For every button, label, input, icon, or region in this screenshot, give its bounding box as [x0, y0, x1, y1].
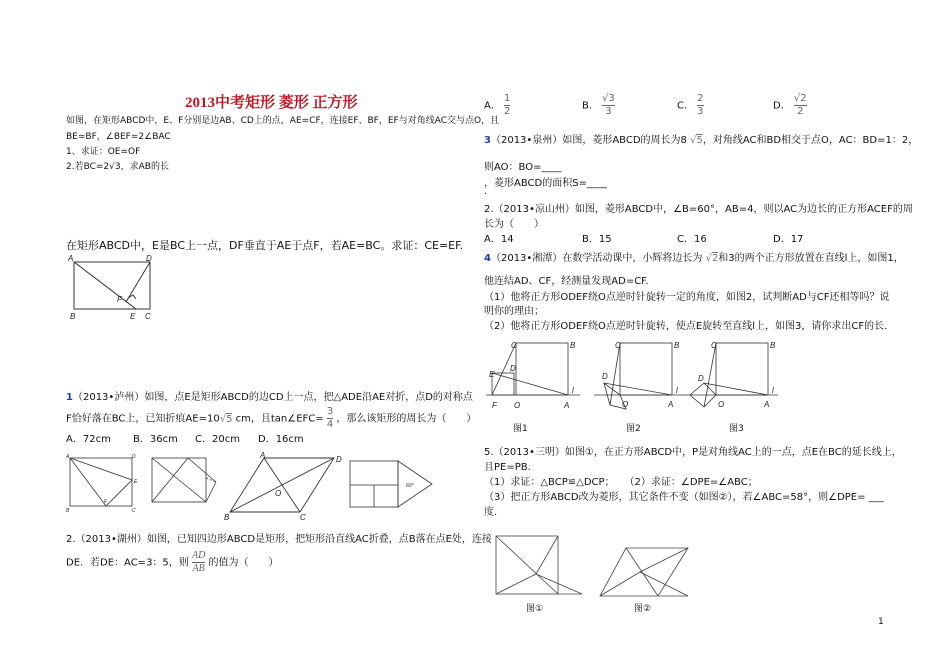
q1-fig2 [148, 452, 220, 512]
top-option-c-frac [697, 93, 703, 118]
top-option-a-den: 2 [504, 106, 511, 117]
fig1-label-c: C [511, 341, 517, 350]
q3-line1b: ，对角线AC和BD相交于点O，AC：BD=1：2， [702, 135, 919, 146]
fig1-label-e: E [489, 370, 495, 379]
q1-option-b: B．36cm [133, 434, 178, 445]
rect-figure [66, 252, 161, 322]
q1-fig4 [346, 455, 436, 513]
q1-fig3-parallelogram [224, 452, 342, 520]
top-option-b-frac [602, 93, 615, 118]
q4-figure-2 [592, 337, 688, 429]
q5-line2: 且PE=PB. [484, 462, 531, 473]
q5-figure-2 [596, 540, 696, 602]
q3-dot: . [484, 186, 488, 197]
top-option-c-letter: C． [677, 100, 694, 112]
f3-label-c: C [300, 513, 306, 522]
f1-label-e: E [134, 479, 138, 485]
f1-label-c: C [132, 508, 136, 514]
q5-fig1-caption: 图① [526, 604, 544, 614]
q-ls-line2: 长为（ ） [484, 219, 544, 230]
f1-label-b: B [66, 508, 70, 514]
sqrt-symbol: √ [705, 253, 712, 264]
fig2-label-d: D [602, 372, 608, 381]
fig2-label-a: A [668, 400, 674, 409]
top-option-b [582, 93, 615, 118]
f1-label-d: D [132, 454, 136, 460]
q1-line1 [66, 388, 473, 403]
q5-line1: 5.（2013•三明）如图①，在正方形ABCD中，P是对角线AC上的一点，点E在BC的延长线上， [484, 447, 902, 458]
fig3-label-c: C [711, 341, 717, 350]
q1-frac-num: 3 [326, 406, 334, 417]
fig2-label-c: C [615, 341, 621, 350]
q-ls-option-a: A．14 [484, 234, 514, 245]
q4-line3: （1）他将正方形ODEF绕O点逆时针旋转一定的角度，如图2，试判断AD与CF还相等吗？说 [484, 292, 890, 303]
q1-option-a: A．72cm [66, 434, 111, 445]
q-ls-option-b: B．15 [582, 234, 612, 245]
q1-option-c: C．20cm [195, 434, 240, 445]
f1-label-a: A [66, 454, 70, 460]
label-d: D [146, 254, 152, 263]
q1-option-d: D．16cm [258, 434, 304, 445]
top-option-c-den: 3 [697, 106, 704, 117]
fig3-label-b: B [770, 341, 776, 350]
fig1-caption: 图1 [513, 424, 528, 434]
q1-sqrt-value: 5 [226, 413, 233, 425]
q4-line2: 他连结AD、CF，经测量发现AD=CF. [484, 276, 649, 287]
q4-figure-1 [484, 337, 584, 429]
q5-figure-1 [490, 530, 590, 602]
q5-line4: （3）把正方形ABCD改为菱形，其它条件不变（如图②），若∠ABC=58°，则∠DPE= ___ [484, 492, 884, 503]
f1-label-f: F [104, 499, 108, 505]
fig2-label-b: B [674, 341, 680, 350]
sqrt-symbol: √ [219, 413, 227, 425]
top-option-a [484, 93, 510, 118]
fig2-label-o: O [622, 400, 629, 409]
q1-frac-den: 4 [326, 419, 334, 430]
top-option-b-den: 3 [602, 105, 615, 118]
fig3-label-d: D [698, 374, 704, 383]
q1-line1-text: （2013•泸州）如图，点E是矩形ABCD的边CD上一点，把△ADE沿AE对折，点D的对称点 [72, 392, 473, 403]
page-number: 1 [878, 617, 884, 627]
q2-line2b: 的值为（ ） [208, 557, 279, 569]
fig3-caption: 图3 [729, 424, 744, 434]
f4-angle-label: 60° [406, 483, 414, 489]
fig1-label-a: A [564, 401, 570, 410]
intro-line2: BE=BF，∠BEF=2∠BAC [66, 132, 171, 142]
q-ls-line1: 2.（2013•凉山州）如图，菱形ABCD中，∠B=60°，AB=4，则以AC为边长的正方形ACEF的周 [484, 204, 913, 215]
f3-label-d: D [336, 455, 342, 464]
label-f: F [117, 295, 122, 304]
label-c: C [145, 312, 151, 321]
q1-number: 1 [66, 392, 73, 403]
q4-line1a: （2013•湘潭）在数学活动课中，小辉将边长为 [490, 253, 703, 264]
q3-number: 3 [484, 135, 491, 146]
q1-line2c: ，那么该矩形的周长为（ ） [336, 413, 477, 425]
f3-label-a: A [260, 451, 266, 460]
fig1-label-f: F [492, 401, 497, 410]
q-ls-option-c: C．16 [677, 234, 707, 245]
label-a: A [68, 254, 74, 263]
q3-sqrt-value: 5 [696, 135, 703, 146]
q1-fraction [327, 406, 333, 431]
q-ls-option-d: D．17 [773, 234, 804, 245]
page-title: 2013中考矩形 菱形 正方形 [185, 95, 358, 111]
q2-frac-den: AB [192, 563, 205, 574]
top-option-d [773, 93, 807, 118]
q1-fig1 [66, 452, 141, 512]
f3-label-o: O [275, 489, 282, 498]
q2-line1: 2.（2013•湖州）如图，已知四边形ABCD是矩形，把矩形沿直线AC折叠，点B落在点E处，连接 [66, 534, 492, 545]
q5-line5: 度. [484, 507, 498, 518]
rect-question: 在矩形ABCD中，E是BC上一点，DF垂直于AE于点F，若AE=BC。求证：CE=EF. [66, 239, 464, 252]
q2-fraction [192, 550, 205, 575]
q4-number: 4 [484, 253, 491, 264]
top-option-b-letter: B． [582, 100, 599, 112]
intro-item1: 1、求证：OE=OF [66, 147, 141, 157]
fig1-label-d: D [510, 364, 516, 373]
q3-line3: ，菱形ABCD的面积S=____ [484, 178, 607, 189]
top-option-b-num: √3 [602, 93, 615, 104]
q3-line1 [484, 131, 918, 146]
sqrt-symbol: √ [690, 135, 697, 146]
q1-line2b: cm，且tan∠EFC= [235, 413, 324, 425]
label-e: E [130, 312, 136, 321]
q5-line3: （1）求证：△BCP≌△DCP； （2）求证：∠DPE=∠ABC； [484, 477, 758, 488]
top-option-a-num: 1 [504, 93, 511, 104]
top-option-d-den: 2 [794, 105, 807, 118]
q4-sqrt-value: 2 [711, 253, 719, 264]
q3-line1a: （2013•泉州）如图，菱形ABCD的周长为8 [490, 135, 687, 146]
label-b: B [70, 312, 76, 321]
top-option-c-num: 2 [697, 93, 704, 104]
top-option-a-frac [504, 93, 510, 118]
q4-line4: 明你的理由； [484, 306, 544, 317]
top-option-d-num: √2 [793, 93, 807, 104]
q2-frac-num: AD [191, 550, 206, 561]
intro-line1: 如图，在矩形ABCD中，E、F分别是边AB、CD上的点，AE=CF，连接EF、BF，EF与对角线AC交与点O，且 [66, 116, 500, 126]
q1-line2 [66, 406, 476, 431]
q4-line1b: 和3的两个正方形放置在直线l上，如图1， [718, 253, 904, 264]
q4-line5: （2）他将正方形ODEF绕O点逆时针旋转，使点E旋转至直线l上，如图3，请你求出CF的长. [484, 321, 888, 332]
fig2-caption: 图2 [626, 424, 641, 434]
q2-line2a: DE．若DE：AC=3：5，则 [66, 557, 189, 569]
fig1-label-o: O [514, 401, 521, 410]
top-option-a-letter: A． [484, 100, 501, 112]
top-option-c [677, 93, 704, 118]
q4-line1 [484, 249, 904, 264]
q3-line2: 则AO：BO=____ [484, 162, 562, 173]
fig3-label-o: O [718, 400, 725, 409]
q4-figure-3 [682, 337, 782, 429]
q2-line2 [66, 550, 279, 575]
fig3-label-a: A [764, 400, 770, 409]
intro-item2: 2.若BC=2√3，求AB的长 [66, 162, 169, 172]
f3-label-b: B [224, 513, 230, 522]
q5-fig2-caption: 图② [634, 604, 652, 614]
fig2-label-l: l [676, 386, 678, 395]
fig3-label-l: l [772, 386, 774, 395]
fig1-label-b: B [570, 341, 576, 350]
fig1-label-l: l [572, 386, 574, 395]
q1-line2a: F恰好落在BC上，已知折痕AE=10 [66, 413, 220, 425]
top-option-d-letter: D． [773, 100, 791, 112]
top-option-d-frac [794, 93, 807, 118]
